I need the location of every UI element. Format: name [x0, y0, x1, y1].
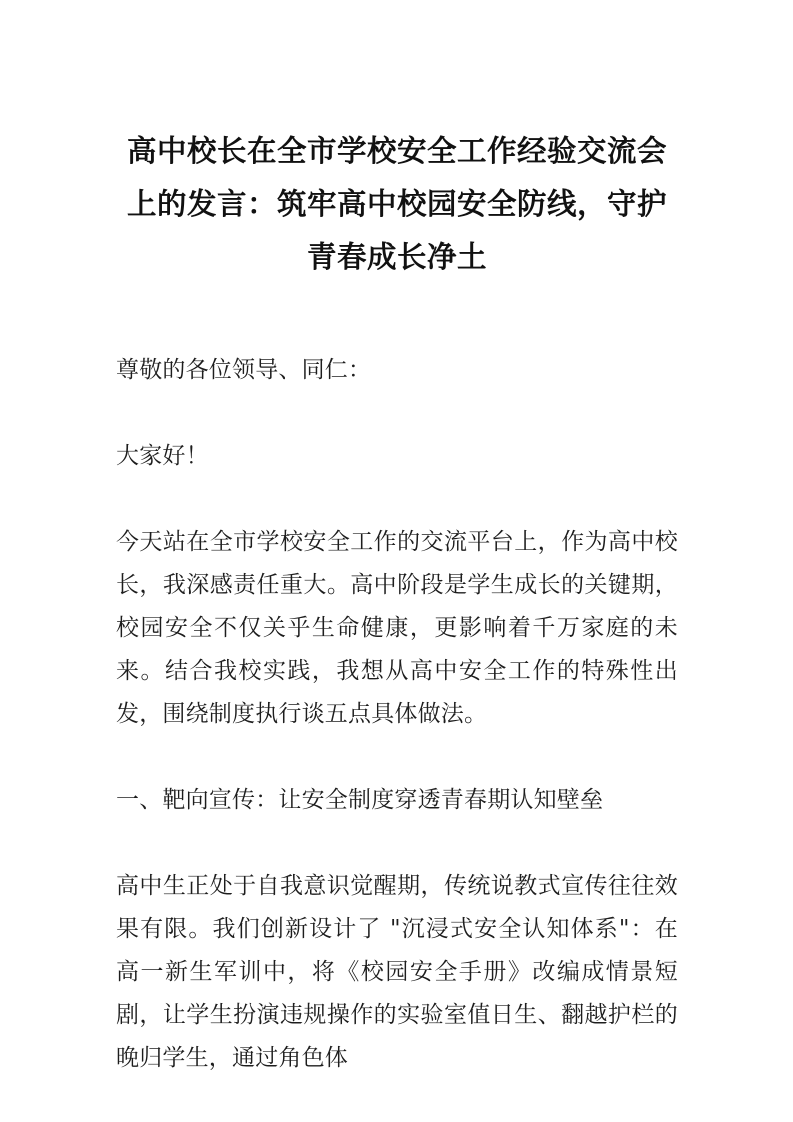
- greeting-line: 大家好！: [116, 443, 209, 469]
- section-one-paragraph: 高中生正处于自我意识觉醒期，传统说教式宣传往往效果有限。我们创新设计了 "沉浸式安全认知体系"：在高一新生军训中，将《校园安全手册》改编成情景短剧，让学生扮演违规操作的实验室值日生、翻越护栏的晚归学生，通过角色体: [116, 873, 678, 1071]
- intro-paragraph: 今天站在全市学校安全工作的交流平台上，作为高中校长，我深感责任重大。高中阶段是学生成长的关键期，校园安全不仅关乎生命健康，更影响着千万家庭的未来。结合我校实践，我想从高中安全工作的特殊性出发，围绕制度执行谈五点具体做法。: [116, 529, 678, 727]
- section-one-heading: 一、靶向宣传：让安全制度穿透青春期认知壁垒: [116, 787, 604, 813]
- salutation-line: 尊敬的各位领导、同仁：: [116, 357, 372, 383]
- document-content: [116, 0, 678, 1080]
- document-title: 高中校长在全市学校安全工作经验交流会上的发言：筑牢高中校园安全防线，守护青春成长净土: [126, 133, 667, 274]
